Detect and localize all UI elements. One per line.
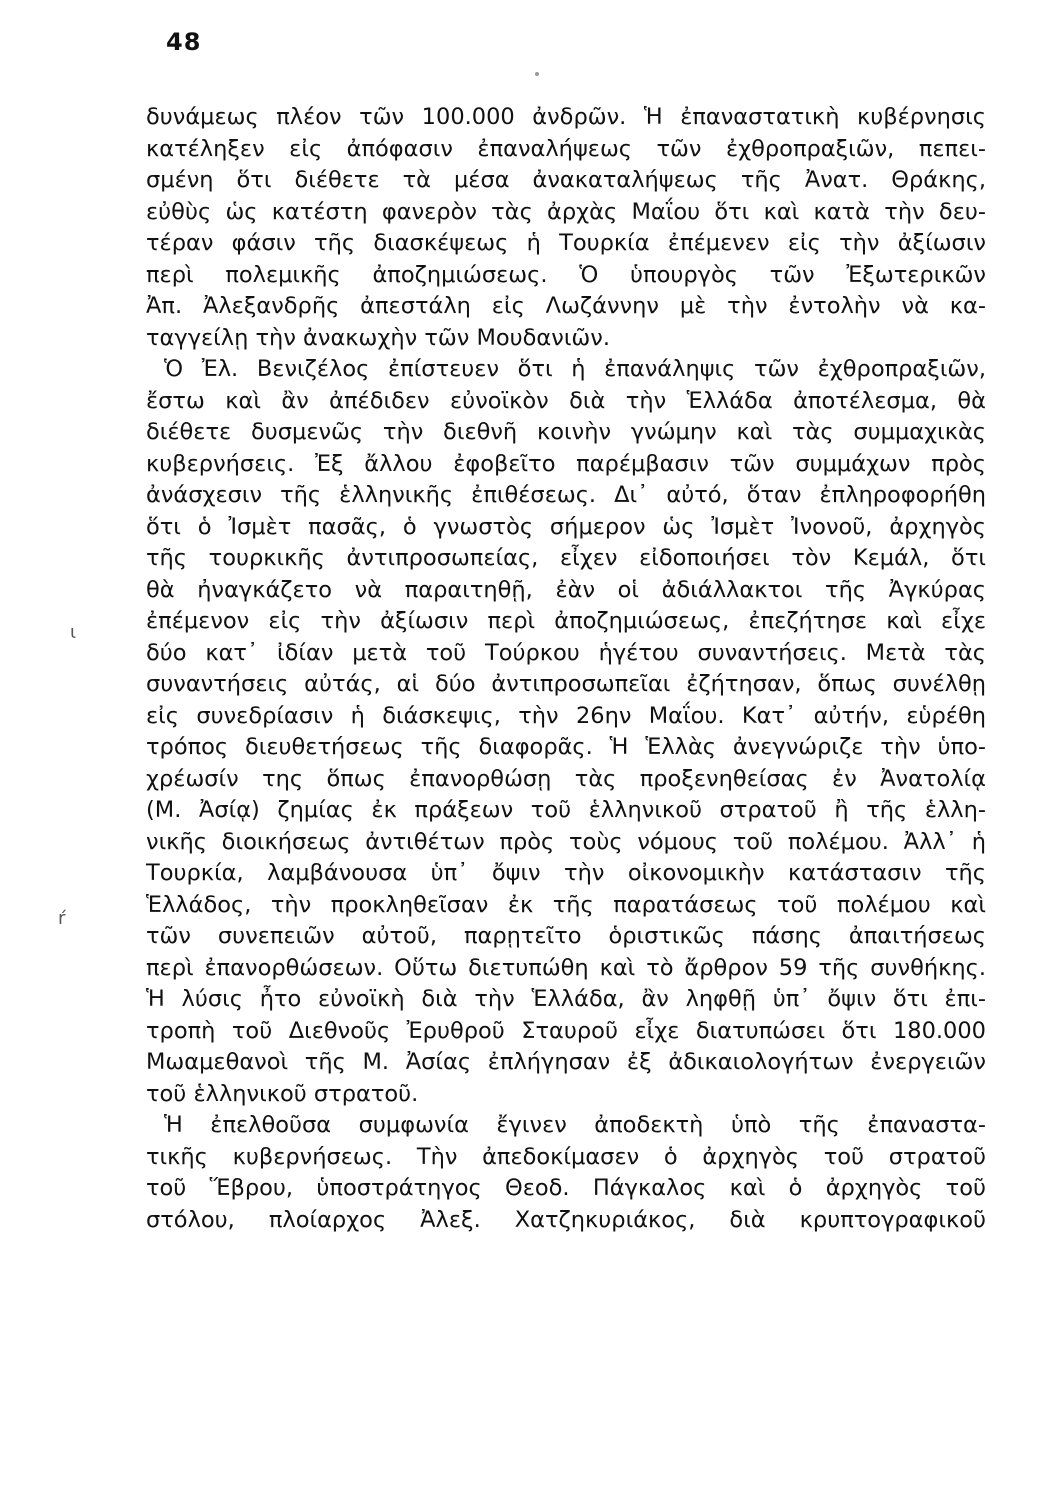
text-line: στόλου, πλοίαρχος Ἀλεξ. Χατζηκυριάκος, διὰ κρυπτογραφικοῦ [146, 1206, 986, 1233]
text-line: κατέληξεν εἰς ἀπόφασιν ἐπαναλήψεως τῶν ἐχθροπραξιῶν, πεπει- [146, 135, 986, 162]
text-line: θὰ ἠναγκάζετο νὰ παραιτηθῇ, ἐὰν οἱ ἀδιάλλακτοι τῆς Ἀγκύρας [146, 576, 986, 603]
text-line: ἀνάσχεσιν τῆς ἑλληνικῆς ἐπιθέσεως. Δι᾽ αὐτό, ὅταν ἐπληροφορήθη [146, 482, 986, 508]
text-line: δυνάμεως πλέον τῶν 100.000 ἀνδρῶν. Ἡ ἐπαναστατικὴ κυβέρνησις [146, 104, 986, 130]
text-line: τέραν φάσιν τῆς διασκέψεως ἡ Τουρκία ἐπέμενεν εἰς τὴν ἀξίωσιν [146, 230, 986, 256]
text-line: Ἡ ἐπελθοῦσα συμφωνία ἔγινεν ἀποδεκτὴ ὑπὸ τῆς ἐπαναστα- [164, 1112, 986, 1138]
text-line: Ἑλλάδος, τὴν προκληθεῖσαν ἐκ τῆς παρατάσεως τοῦ πολέμου καὶ [146, 891, 986, 918]
text-line: Ὁ Ἐλ. Βενιζέλος ἐπίστευεν ὅτι ἡ ἐπανάληψις τῶν ἐχθροπραξιῶν, [164, 356, 986, 382]
text-line: διέθετε δυσμενῶς τὴν διεθνῆ κοινὴν γνώμην καὶ τὰς συμμαχικὰς [146, 419, 986, 445]
text-line: κυβερνήσεις. Ἐξ ἄλλου ἐφοβεῖτο παρέμβασιν τῶν συμμάχων πρὸς [146, 450, 986, 477]
text-line: ὅτι ὁ Ἰσμὲτ πασᾶς, ὁ γνωστὸς σήμερον ὡς Ἰσμὲτ Ἰνονοῦ, ἀρχηγὸς [146, 513, 986, 540]
text-line: τροπὴ τοῦ Διεθνοῦς Ἐρυθροῦ Σταυροῦ εἶχε διατυπώσει ὅτι 180.000 [146, 1017, 986, 1044]
text-line: Τουρκία, λαμβάνουσα ὑπ᾽ ὄψιν τὴν οἰκονομικὴν κατάστασιν τῆς [146, 860, 986, 886]
scan-speck [535, 72, 539, 76]
text-line: νικῆς διοικήσεως ἀντιθέτων πρὸς τοὺς νόμους τοῦ πολέμου. Ἀλλ᾽ ἡ [146, 828, 986, 855]
text-line: ἐπέμενον εἰς τὴν ἀξίωσιν περὶ ἀποζημιώσεως, ἐπεζήτησε καὶ εἶχε [146, 608, 986, 634]
margin-mark: ŕ [58, 908, 66, 929]
text-line: Ἀπ. Ἀλεξανδρῆς ἀπεστάλη εἰς Λωζάννην μὲ τὴν ἐντολὴν νὰ κα- [146, 293, 986, 319]
page-number: 48 [166, 28, 202, 56]
text-line: τικῆς κυβερνήσεως. Τὴν ἀπεδοκίμασεν ὁ ἀρχηγὸς τοῦ στρατοῦ [146, 1143, 986, 1170]
text-line: Ἡ λύσις ἦτο εὐνοϊκὴ διὰ τὴν Ἑλλάδα, ἂν ληφθῇ ὑπ᾽ ὄψιν ὅτι ἐπι- [146, 986, 986, 1012]
text-line: συναντήσεις αὐτάς, αἱ δύο ἀντιπροσωπεῖαι ἐζήτησαν, ὅπως συνέλθῃ [146, 671, 986, 697]
text-line: περὶ ἐπανορθώσεων. Οὕτω διετυπώθη καὶ τὸ ἄρθρον 59 τῆς συνθήκης. [146, 954, 986, 981]
text-line: (Μ. Ἀσίᾳ) ζημίας ἐκ πράξεων τοῦ ἑλληνικοῦ στρατοῦ ἢ τῆς ἑλλη- [146, 797, 986, 823]
text-line: χρέωσίν της ὅπως ἐπανορθώσῃ τὰς προξενηθείσας ἐν Ἀνατολίᾳ [146, 765, 986, 792]
text-line: εὐθὺς ὡς κατέστη φανερὸν τὰς ἀρχὰς Μαΐου ὅτι καὶ κατὰ τὴν δευ- [146, 198, 986, 225]
text-line: Μωαμεθανοὶ τῆς Μ. Ἀσίας ἐπλήγησαν ἐξ ἀδικαιολογήτων ἐνεργειῶν [146, 1049, 986, 1075]
text-line: τρόπος διευθετήσεως τῆς διαφορᾶς. Ἡ Ἑλλὰς ἀνεγνώριζε τὴν ὑπο- [146, 734, 986, 760]
text-line: τῆς τουρκικῆς ἀντιπροσωπείας, εἶχεν εἰδοποιήσει τὸν Κεμάλ, ὅτι [146, 545, 986, 571]
text-line: περὶ πολεμικῆς ἀποζημιώσεως. Ὁ ὑπουργὸς τῶν Ἐξωτερικῶν [146, 261, 986, 288]
text-line: ἔστω καὶ ἂν ἀπέδιδεν εὐνοϊκὸν διὰ τὴν Ἑλλάδα ἀποτέλεσμα, θὰ [146, 387, 986, 414]
body-text [146, 102, 986, 1236]
text-line: ταγγείλῃ τὴν ἀνακωχὴν τῶν Μουδανιῶν. [146, 324, 610, 351]
text-line: τοῦ ἑλληνικοῦ στρατοῦ. [146, 1080, 419, 1107]
margin-mark: ι [70, 622, 77, 643]
text-line: σμένη ὅτι διέθετε τὰ μέσα ἀνακαταλήψεως τῆς Ἀνατ. Θράκης, [146, 167, 986, 193]
text-line: τοῦ Ἕβρου, ὑποστράτηγος Θεοδ. Πάγκαλος καὶ ὁ ἀρχηγὸς τοῦ [146, 1175, 986, 1201]
text-line: τῶν συνεπειῶν αὐτοῦ, παρῃτεῖτο ὁριστικῶς πάσης ἀπαιτήσεως [146, 923, 986, 949]
text-line: εἰς συνεδρίασιν ἡ διάσκεψις, τὴν 26ην Μαΐου. Κατ᾽ αὐτήν, εὑρέθη [146, 702, 986, 729]
text-line: δύο κατ᾽ ἰδίαν μετὰ τοῦ Τούρκου ἡγέτου συναντήσεις. Μετὰ τὰς [146, 639, 986, 666]
